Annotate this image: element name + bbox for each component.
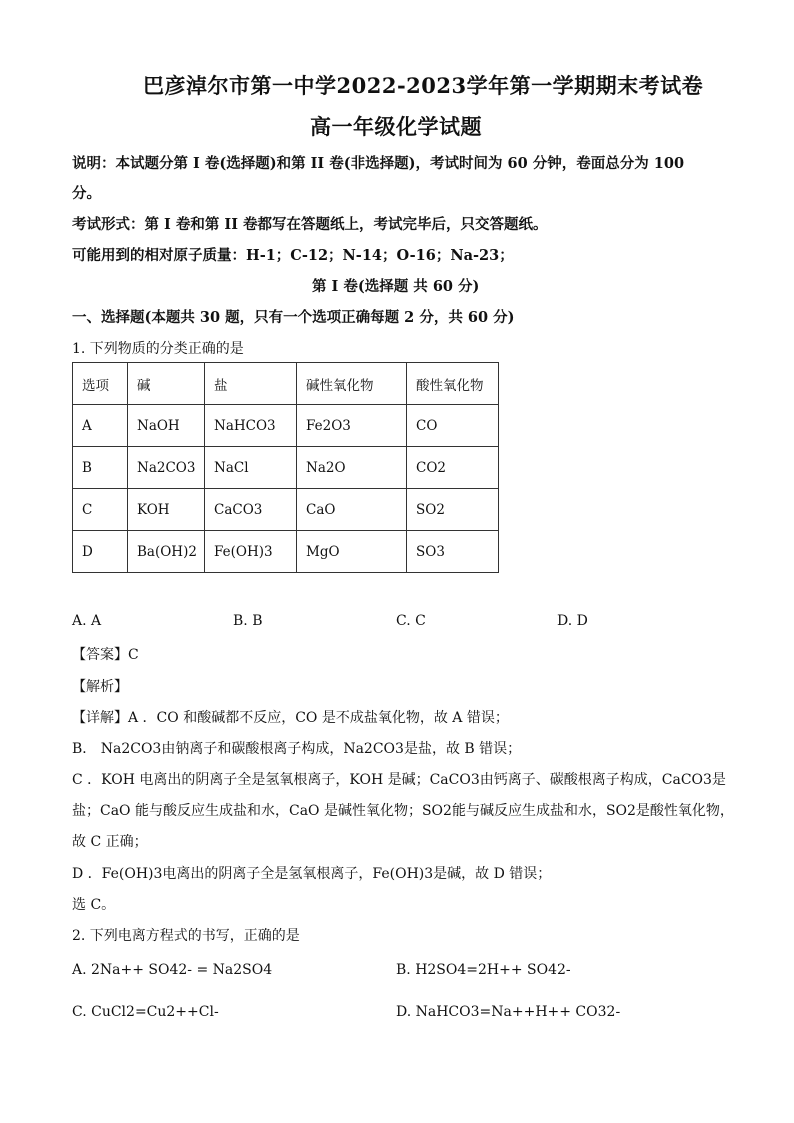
analysis-c-1: C ．KOH 电离出的阴离子全是氢氧根离子，KOH 是碱；CaCO3由钙离子、碳酸根离子构成，CaCO3是 bbox=[72, 772, 726, 788]
q2-option-a: A. 2Na++ SO42- = Na2SO4 bbox=[72, 962, 273, 978]
option-a: A. A bbox=[72, 613, 102, 629]
analysis-d: D ．Fe(OH)3电离出的阴离子全是氢氧根离子，Fe(OH)3是碱，故 D 错误； bbox=[72, 866, 552, 882]
analysis-b: B． Na2CO3由钠离子和碳酸根离子构成，Na2CO3是盐，故 B 错误； bbox=[72, 741, 522, 757]
table-cell: CaO bbox=[297, 489, 407, 531]
answer-line bbox=[72, 644, 139, 664]
table-cell: Fe(OH)3 bbox=[205, 531, 297, 573]
analysis-c-3: 故 C 正确； bbox=[72, 834, 148, 850]
table-header-cell: 碱 bbox=[128, 363, 205, 405]
section-title: 一、选择题(本题共 30 题，只有一个选项正确每题 2 分，共 60 分) bbox=[72, 309, 515, 326]
analysis-label: 【解析】 bbox=[72, 679, 128, 695]
answer-label: 【答案】 bbox=[72, 647, 128, 663]
table-cell: A bbox=[73, 405, 128, 447]
table-cell: B bbox=[73, 447, 128, 489]
table-cell: CO2 bbox=[407, 447, 499, 489]
table-cell: SO3 bbox=[407, 531, 499, 573]
table-row bbox=[73, 447, 499, 489]
table-header-cell: 选项 bbox=[73, 363, 128, 405]
option-b: B. B bbox=[233, 613, 263, 629]
note-line-1: 说明：本试题分第 I 卷(选择题)和第 II 卷(非选择题)，考试时间为 60 分钟，卷面总分为 100 bbox=[72, 155, 685, 172]
table-cell: Fe2O3 bbox=[297, 405, 407, 447]
detail-label: 【详解】 bbox=[72, 710, 128, 726]
table-cell: D bbox=[73, 531, 128, 573]
exam-subtitle: 高一年级化学试题 bbox=[310, 114, 482, 139]
table-cell: NaCl bbox=[205, 447, 297, 489]
exam-title: 巴彦淖尔市第一中学2022-2023学年第一学期期末考试卷 bbox=[143, 73, 704, 98]
table-cell: CO bbox=[407, 405, 499, 447]
q2-option-d: D. NaHCO3=Na++H++ CO32- bbox=[396, 1004, 621, 1020]
question-2-stem: 2. 下列电离方程式的书写，正确的是 bbox=[72, 928, 300, 944]
answer-value: C bbox=[128, 647, 139, 663]
conclusion: 选 C。 bbox=[72, 897, 116, 913]
table-row bbox=[73, 489, 499, 531]
note-line-3: 可能用到的相对原子质量：H-1；C-12；N-14；O-16；Na-23； bbox=[72, 247, 514, 264]
table-cell: NaOH bbox=[128, 405, 205, 447]
classification-table bbox=[72, 362, 499, 573]
option-d: D. D bbox=[557, 613, 588, 629]
analysis-a: A ．CO 和酸碱都不反应，CO 是不成盐氧化物，故 A 错误； bbox=[128, 710, 509, 726]
question-1-stem: 1. 下列物质的分类正确的是 bbox=[72, 341, 244, 357]
q2-option-c: C. CuCl2=Cu2++Cl- bbox=[72, 1004, 219, 1020]
table-row bbox=[73, 531, 499, 573]
table-header-row bbox=[73, 363, 499, 405]
table-header-cell: 盐 bbox=[205, 363, 297, 405]
note-line-1-cont: 分。 bbox=[72, 185, 101, 202]
table-cell: Na2O bbox=[297, 447, 407, 489]
table-cell: C bbox=[73, 489, 128, 531]
note-line-2: 考试形式：第 I 卷和第 II 卷都写在答题纸上，考试完毕后，只交答题纸。 bbox=[72, 216, 548, 233]
table-header-cell: 碱性氧化物 bbox=[297, 363, 407, 405]
q2-option-b: B. H2SO4=2H++ SO42- bbox=[396, 962, 571, 978]
table-cell: CaCO3 bbox=[205, 489, 297, 531]
option-c: C. C bbox=[396, 613, 426, 629]
table-cell: Na2CO3 bbox=[128, 447, 205, 489]
table-cell: Ba(OH)2 bbox=[128, 531, 205, 573]
table-cell: KOH bbox=[128, 489, 205, 531]
table-cell: SO2 bbox=[407, 489, 499, 531]
table-header-cell: 酸性氧化物 bbox=[407, 363, 499, 405]
table-cell: MgO bbox=[297, 531, 407, 573]
analysis-a-line bbox=[72, 707, 509, 727]
table-cell: NaHCO3 bbox=[205, 405, 297, 447]
table-row bbox=[73, 405, 499, 447]
part-title: 第 I 卷(选择题 共 60 分) bbox=[312, 278, 480, 295]
analysis-c-2: 盐；CaO 能与酸反应生成盐和水，CaO 是碱性氧化物；SO2能与碱反应生成盐和水，SO2是酸性氧化物， bbox=[72, 803, 734, 819]
